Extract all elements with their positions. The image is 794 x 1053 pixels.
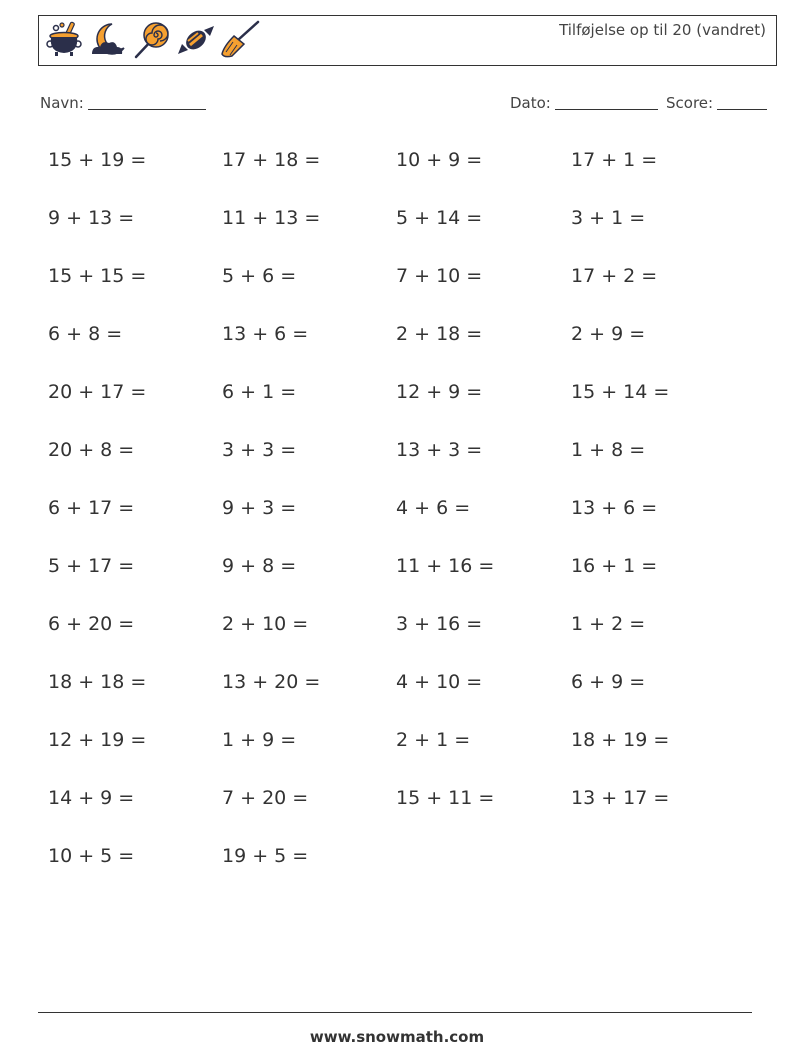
problem-item: 5 + 6 = <box>222 265 297 287</box>
problem-item: 20 + 8 = <box>48 439 135 461</box>
footer-divider <box>38 1012 752 1013</box>
problem-item: 9 + 8 = <box>222 555 297 577</box>
problem-item: 13 + 6 = <box>222 323 309 345</box>
problem-item: 6 + 1 = <box>222 381 297 403</box>
problem-item: 14 + 9 = <box>48 787 135 809</box>
problem-item: 7 + 20 = <box>222 787 309 809</box>
problem-item: 12 + 9 = <box>396 381 483 403</box>
problem-item: 17 + 1 = <box>571 149 658 171</box>
problem-item: 5 + 17 = <box>48 555 135 577</box>
date-label: Dato: <box>510 94 551 112</box>
problem-item: 2 + 9 = <box>571 323 646 345</box>
problem-item: 19 + 5 = <box>222 845 309 867</box>
problem-item: 6 + 20 = <box>48 613 135 635</box>
problem-item: 4 + 10 = <box>396 671 483 693</box>
score-label: Score: <box>666 94 714 112</box>
problem-item: 5 + 14 = <box>396 207 483 229</box>
problem-item: 17 + 2 = <box>571 265 658 287</box>
problem-item: 11 + 16 = <box>396 555 495 577</box>
problem-item: 15 + 19 = <box>48 149 147 171</box>
problem-item: 10 + 9 = <box>396 149 483 171</box>
problem-item: 13 + 3 = <box>396 439 483 461</box>
cauldron-icon <box>44 20 84 60</box>
broom-icon <box>220 20 260 60</box>
problem-item: 6 + 8 = <box>48 323 123 345</box>
problem-item: 15 + 15 = <box>48 265 147 287</box>
problem-item: 20 + 17 = <box>48 381 147 403</box>
problem-item: 2 + 1 = <box>396 729 471 751</box>
problem-item: 3 + 3 = <box>222 439 297 461</box>
problem-item: 2 + 10 = <box>222 613 309 635</box>
problem-item: 16 + 1 = <box>571 555 658 577</box>
problem-item: 6 + 17 = <box>48 497 135 519</box>
problem-item: 1 + 2 = <box>571 613 646 635</box>
problem-item: 13 + 20 = <box>222 671 321 693</box>
problem-item: 12 + 19 = <box>48 729 147 751</box>
problem-item: 7 + 10 = <box>396 265 483 287</box>
name-label: Navn: <box>40 94 84 112</box>
problem-item: 2 + 18 = <box>396 323 483 345</box>
problem-item: 3 + 1 = <box>571 207 646 229</box>
score-blank <box>717 94 767 110</box>
problem-item: 18 + 18 = <box>48 671 147 693</box>
score-field <box>666 94 767 112</box>
problem-item: 13 + 6 = <box>571 497 658 519</box>
problem-item: 9 + 13 = <box>48 207 135 229</box>
name-field <box>40 94 206 112</box>
date-blank <box>555 94 658 110</box>
problem-item: 6 + 9 = <box>571 671 646 693</box>
problem-item: 13 + 17 = <box>571 787 670 809</box>
problem-grid <box>48 145 748 899</box>
moon-cloud-icon <box>88 20 128 60</box>
name-blank <box>88 94 206 110</box>
problem-item: 15 + 11 = <box>396 787 495 809</box>
candy-icon <box>176 20 216 60</box>
footer-url: www.snowmath.com <box>309 1028 485 1046</box>
icon-strip <box>44 20 260 60</box>
problem-item: 9 + 3 = <box>222 497 297 519</box>
lollipop-icon <box>132 20 172 60</box>
problem-item: 11 + 13 = <box>222 207 321 229</box>
problem-item: 1 + 9 = <box>222 729 297 751</box>
problem-item: 15 + 14 = <box>571 381 670 403</box>
problem-item: 10 + 5 = <box>48 845 135 867</box>
date-field <box>510 94 658 112</box>
problem-item: 1 + 8 = <box>571 439 646 461</box>
problem-item: 17 + 18 = <box>222 149 321 171</box>
problem-item: 4 + 6 = <box>396 497 471 519</box>
problem-item: 18 + 19 = <box>571 729 670 751</box>
problem-item: 3 + 16 = <box>396 613 483 635</box>
worksheet-title: Tilføjelse op til 20 (vandret) <box>559 21 766 39</box>
worksheet-header <box>38 15 777 66</box>
